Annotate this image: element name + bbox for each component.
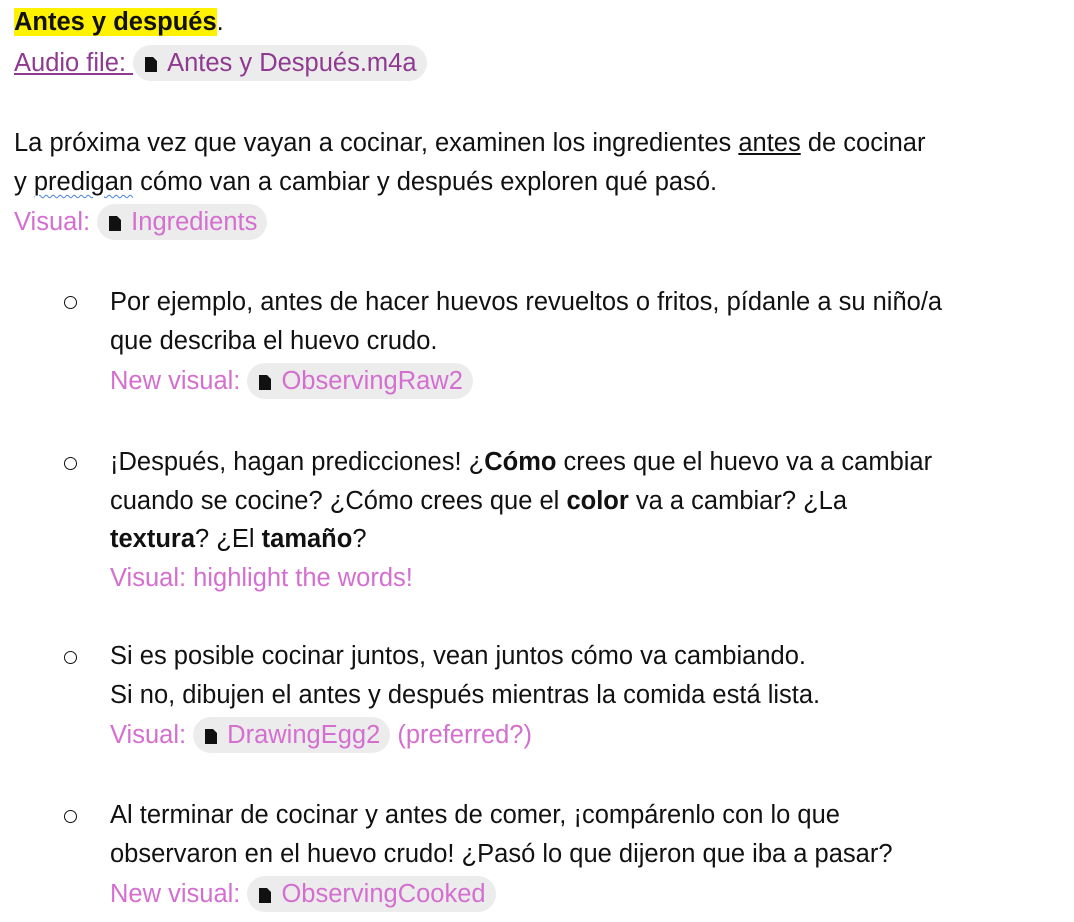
intro-visual-line bbox=[14, 203, 267, 242]
ingredients-file-chip[interactable] bbox=[97, 204, 267, 240]
list-item-2-line-2 bbox=[110, 482, 847, 521]
bullet-icon bbox=[64, 296, 77, 309]
observingcooked-file-chip[interactable] bbox=[247, 876, 495, 912]
bullet-icon bbox=[64, 651, 77, 664]
audio-file-chip[interactable] bbox=[133, 45, 426, 81]
list-item-3-line-1: Si es posible cocinar juntos, vean juntos cómo va cambiando. bbox=[110, 642, 806, 670]
file-icon bbox=[109, 216, 121, 231]
intro-text: y bbox=[14, 168, 34, 196]
list-item-4-visual bbox=[110, 875, 496, 914]
visual-label: Visual: bbox=[14, 208, 98, 236]
drawingegg2-file-chip[interactable] bbox=[193, 717, 390, 753]
visual-label: Visual: bbox=[110, 721, 194, 749]
intro-text: La próxima vez que vayan a cocinar, examinen los ingredientes bbox=[14, 129, 739, 157]
list-item-3-visual bbox=[110, 716, 532, 755]
item-text: ¡Después, hagan predicciones! ¿ bbox=[110, 448, 485, 476]
bullet-icon bbox=[64, 810, 77, 823]
intro-line-1 bbox=[14, 124, 925, 163]
audio-line bbox=[14, 44, 427, 83]
list-item-1-line-1: Por ejemplo, antes de hacer huevos revueltos o fritos, pídanle a su niño/a bbox=[110, 288, 943, 316]
title-period: . bbox=[216, 8, 224, 36]
item-text: cuando se cocine? ¿Cómo crees que el bbox=[110, 487, 567, 515]
intro-text: de cocinar bbox=[800, 129, 926, 157]
intro-text: cómo van a cambiar y después exploren qué pasó. bbox=[133, 168, 718, 196]
visual-label: New visual: bbox=[110, 880, 248, 908]
observingraw2-file-chip[interactable] bbox=[247, 363, 472, 399]
audio-file-name: Antes y Después.m4a bbox=[167, 49, 417, 77]
file-icon bbox=[259, 888, 271, 903]
list-item-1-visual bbox=[110, 362, 473, 401]
file-name: ObservingCooked bbox=[281, 880, 486, 908]
item-text: crees que el huevo va a cambiar bbox=[556, 448, 933, 476]
spellcheck-word[interactable]: predigan bbox=[33, 168, 134, 196]
antes-underlined: antes bbox=[738, 129, 801, 157]
document-title: Antes y después bbox=[14, 8, 217, 36]
bold-word: tamaño bbox=[261, 525, 353, 553]
list-item-3-line-2: Si no, dibujen el antes y después mientras la comida está lista. bbox=[110, 681, 821, 709]
file-icon bbox=[145, 57, 157, 72]
list-item-2-visual: Visual: highlight the words! bbox=[110, 564, 413, 592]
bullet-icon bbox=[64, 457, 77, 470]
file-name: ObservingRaw2 bbox=[281, 367, 463, 395]
bold-word: Cómo bbox=[484, 448, 557, 476]
file-icon bbox=[205, 729, 217, 744]
audio-file-link[interactable]: Audio file: bbox=[14, 49, 134, 77]
file-icon bbox=[259, 375, 271, 390]
visual-label: New visual: bbox=[110, 367, 248, 395]
list-item-4-line-2: observaron en el huevo crudo! ¿Pasó lo que dijeron que iba a pasar? bbox=[110, 840, 893, 868]
list-item-4-line-1: Al terminar de cocinar y antes de comer, ¡compárenlo con lo que bbox=[110, 801, 840, 829]
item-text: ? ¿El bbox=[195, 525, 262, 553]
list-item-2-line-3 bbox=[110, 520, 367, 559]
file-name: Ingredients bbox=[131, 208, 258, 236]
heading-line bbox=[14, 3, 224, 42]
item-text: ? bbox=[352, 525, 367, 553]
visual-note: (preferred?) bbox=[390, 721, 532, 749]
list-item-1-line-2: que describa el huevo crudo. bbox=[110, 327, 438, 355]
bold-word: textura bbox=[110, 525, 196, 553]
intro-line-2 bbox=[14, 163, 717, 202]
item-text: va a cambiar? ¿La bbox=[628, 487, 848, 515]
bold-word: color bbox=[566, 487, 629, 515]
file-name: DrawingEgg2 bbox=[227, 721, 381, 749]
list-item-2-line-1 bbox=[110, 443, 932, 482]
